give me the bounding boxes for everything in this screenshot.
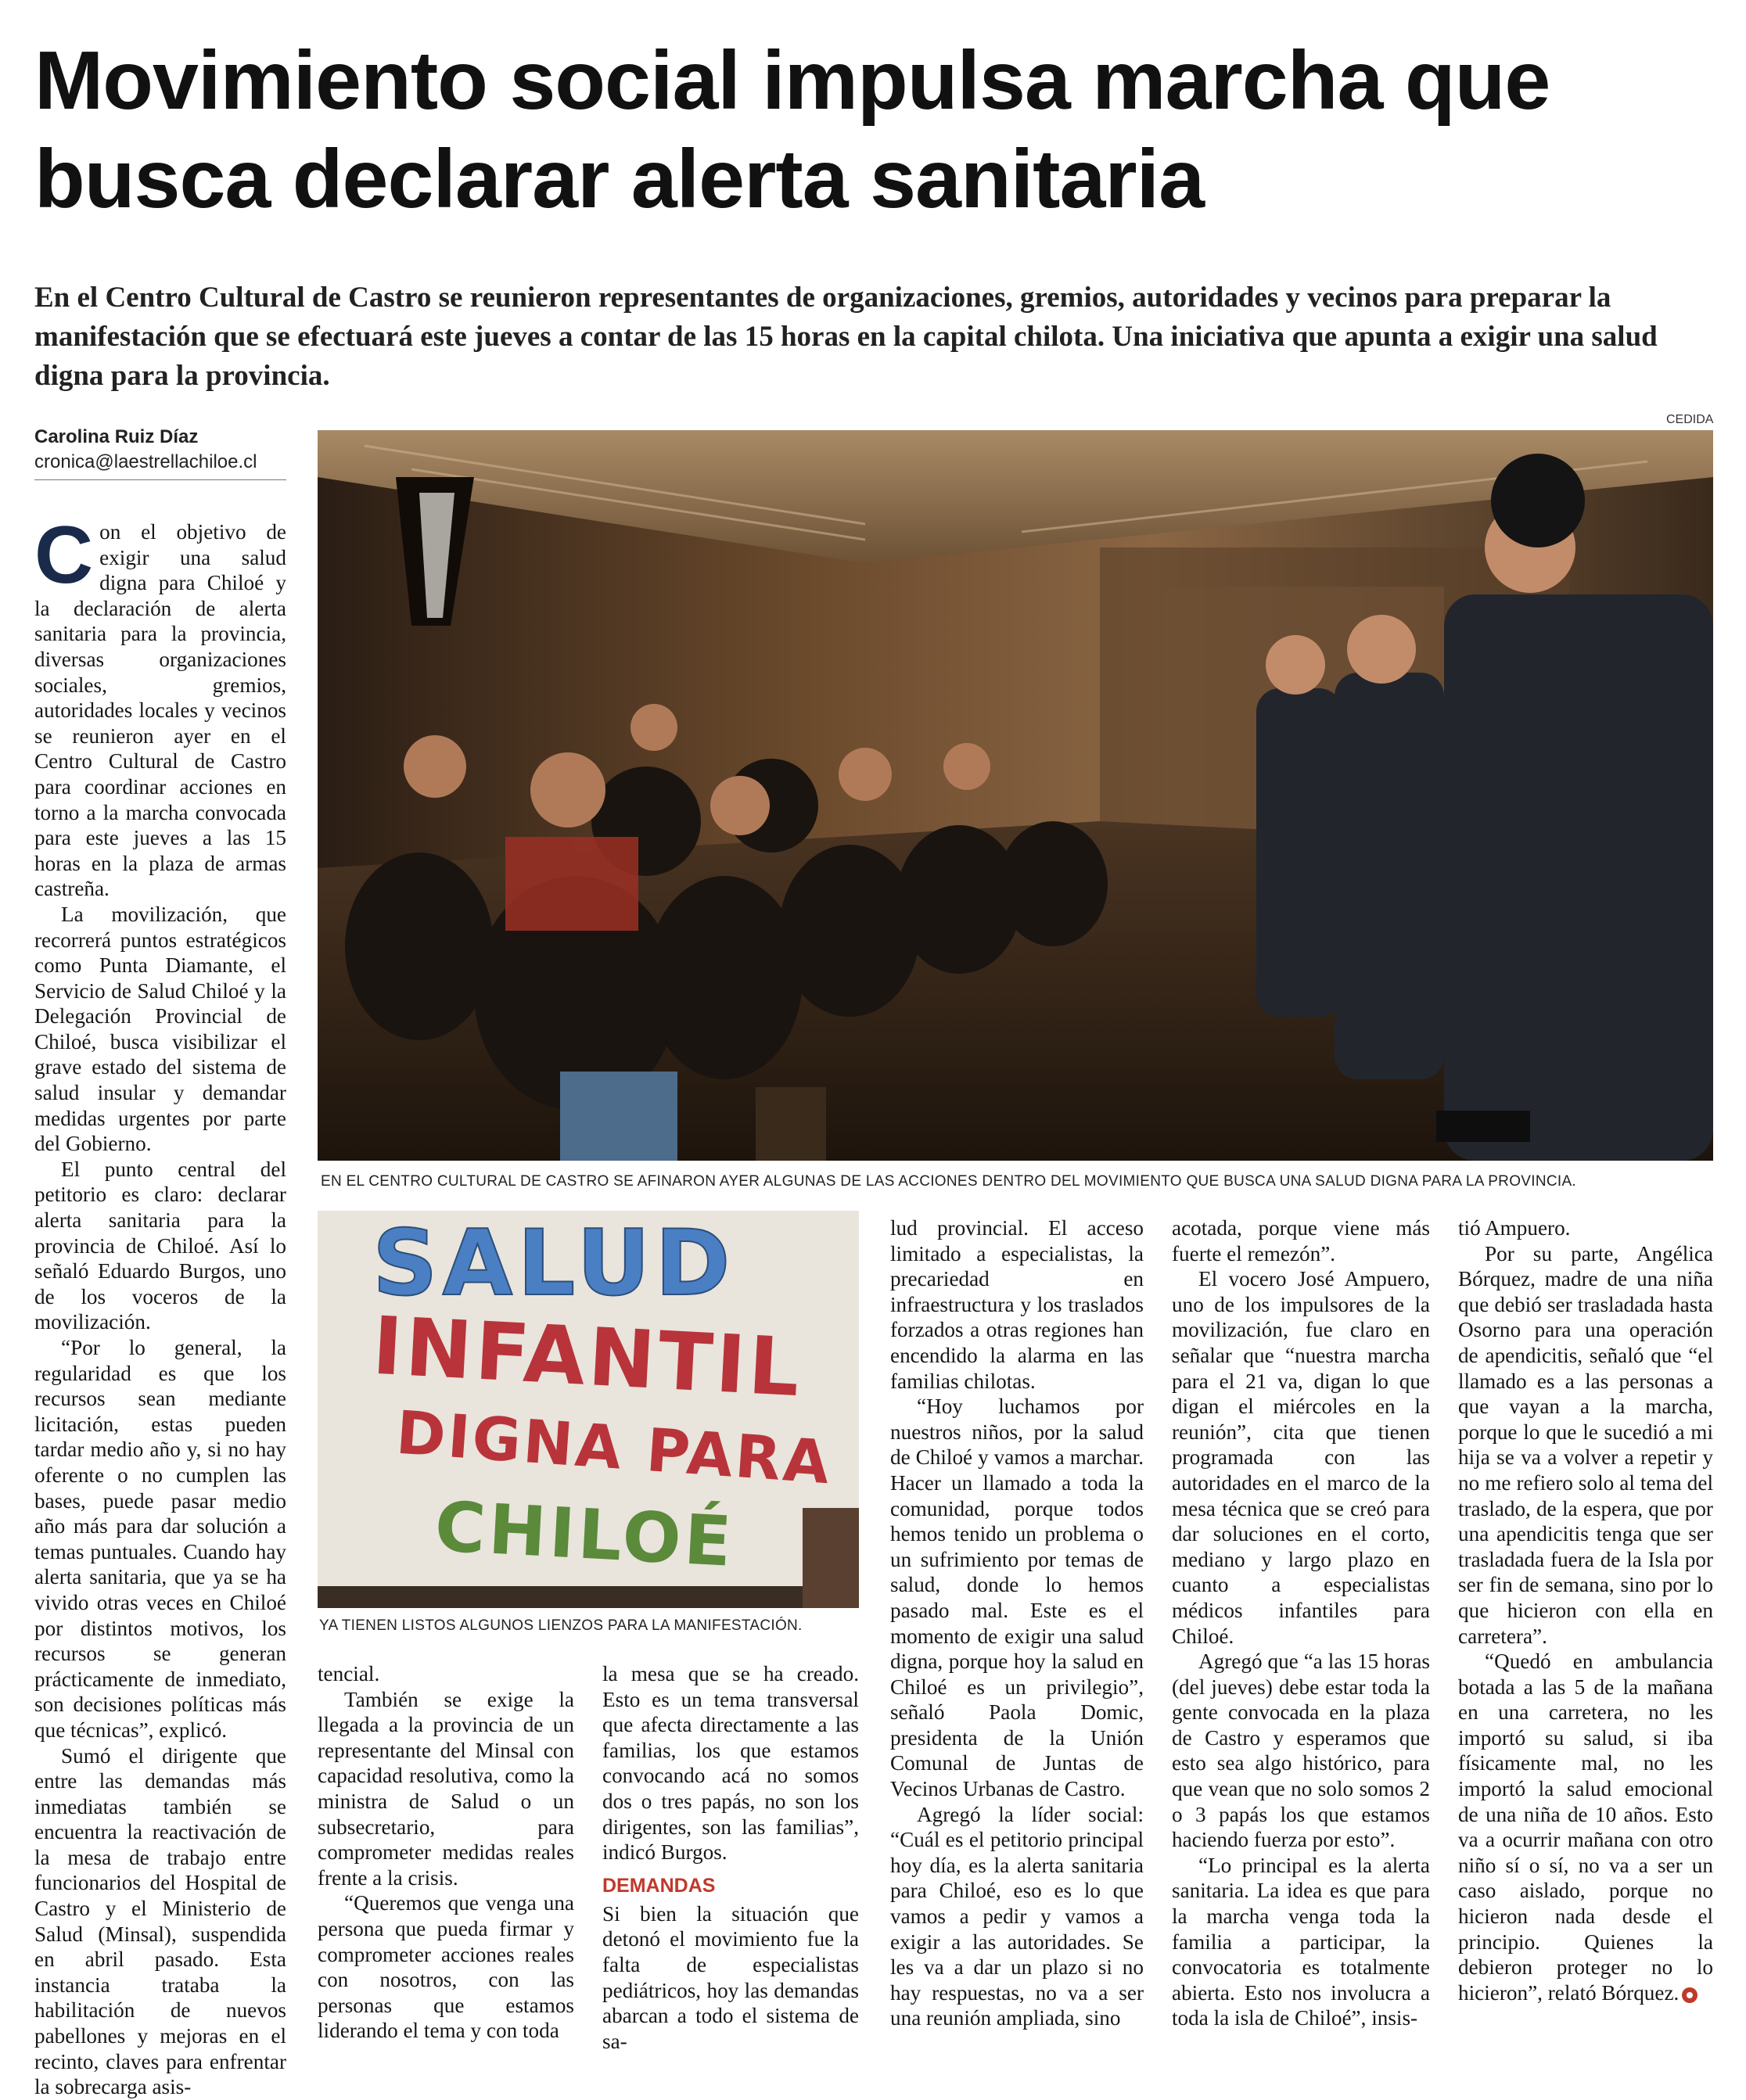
paragraph: Si bien la situación que detonó el movimiento fue la falta de especialistas pediátricos, hoy las demandas abarcan a todo el sistema de sa- bbox=[602, 1901, 859, 2053]
banner-photo-caption: YA TIENEN LISTOS ALGUNOS LIENZOS PARA LA MANIFESTACIÓN. bbox=[319, 1617, 803, 1634]
photo-credit: CEDIDA bbox=[1666, 413, 1714, 426]
paragraph: “Lo principal es la alerta sanitaria. La idea es que para la marcha venga toda la familia a participar, la convocatoria es totalmente abierta. Esto nos involucra a toda la isla de Chiloé”, insis- bbox=[1172, 1853, 1430, 2030]
main-photo bbox=[318, 430, 1713, 1161]
paragraph: Por su parte, Angélica Bórquez, madre de una niña que debió ser trasladada hasta Osorno para una operación de apendicitis, señaló que “el llamado es a las personas a que vayan a la marcha, porque lo que le sucedió a mi hija se va a volver a repetir y no me refiero solo al tema del traslado, de la espera, que por una apendicitis tenga que ser trasladada fuera de la Isla por ser fin de semana, sino por lo que hicieron con ella en carretera”. bbox=[1458, 1241, 1713, 1648]
banner-line-4: CHILOÉ bbox=[433, 1486, 737, 1582]
paragraph: la mesa que se ha creado. Esto es un tema transversal que afecta directamente a las familias, los que estamos convocando acá no somos dos o tres papás, no son los dirigentes, son las familias”, indicó Burgos. bbox=[602, 1662, 859, 1865]
byline bbox=[34, 425, 286, 480]
lead-paragraph: En el Centro Cultural de Castro se reunieron representantes de organizaciones, gremios, autoridades y vecinos para preparar la manifestación que se efectuará este jueves a contar de las 15 horas en la capital chilota. Una iniciativa que apunta a exigir una salud digna para la provincia. bbox=[34, 282, 1658, 392]
paragraph: “Quedó en ambulancia botada a las 5 de la mañana en una carretera, no les importó su salud, si iba físicamente mal, no les importó la salud emocional de una niña de 10 años. Esto va a ocurrir mañana con otro niño sí o sí, no va a ser un caso aislado, porque no hicieron nada desde el principio. Quienes la debieron proteger no lo hicieron”, relató Bórquez. bbox=[1458, 1649, 1713, 2005]
auditorium-illustration bbox=[318, 430, 1713, 1161]
column-5 bbox=[1172, 1215, 1430, 2031]
column-4 bbox=[890, 1215, 1144, 2031]
headline: Movimiento social impulsa marcha que busca declarar alerta sanitaria bbox=[34, 34, 1550, 225]
column-3 bbox=[602, 1661, 859, 2054]
paragraph: acotada, porque viene más fuerte el remezón”. bbox=[1172, 1216, 1430, 1265]
column-1 bbox=[34, 510, 286, 2100]
paragraph: “Queremos que venga una persona que pueda firmar y comprometer acciones reales con nosotros, con las personas que estamos liderando el tema y con toda bbox=[318, 1891, 574, 2043]
paragraph: “Por lo general, la regularidad es que los recursos sean mediante licitación, estas pueden tardar medio año y, si no hay oferente o no cumplen las bases, puede pasar medio año más para dar solución a temas puntuales. Cuando hay alerta sanitaria, que ya se ha vivido otras veces en Chiloé por distintos motivos, los recursos se generan prácticamente de inmediato, son decisiones políticas más que técnicas”, explicó. bbox=[34, 1336, 286, 1742]
paragraph: lud provincial. El acceso limitado a especialistas, la precariedad en infraestructura y los traslados forzados a otras regiones han encendido la alarma en las familias chilotas. bbox=[890, 1216, 1144, 1393]
paragraph: También se exige la llegada a la provincia de un representante del Minsal con capacidad resolutiva, como la ministra de Salud o un subsecretario, para comprometer medidas reales frente a la crisis. bbox=[318, 1687, 574, 1890]
author-name: Carolina Ruiz Díaz bbox=[34, 426, 199, 447]
end-of-article-icon bbox=[1682, 1987, 1698, 2003]
paragraph: tió Ampuero. bbox=[1458, 1216, 1571, 1240]
author-email: cronica@laestrellachiloe.cl bbox=[34, 450, 286, 480]
paragraph: La movilización, que recorrerá puntos estratégicos como Punta Diamante, el Servicio de Salud Chiloé y la Delegación Provincial de Chiloé, busca visibilizar el grave estado del sistema de salud insular y demandar medidas urgentes por parte del Gobierno. bbox=[34, 902, 286, 1156]
paragraph: “Hoy luchamos por nuestros niños, por la salud de Chiloé y vamos a marchar. Hacer un llamado a toda la comunidad, porque todos hemos tenido un problema o un sufrimiento por temas de salud, donde lo hemos pasado mal. Este es el momento de exigir una salud digna, porque hoy la salud en Chiloé es un privilegio”, señaló Paola Domic, presidenta de la Unión Comunal de Juntas de Vecinos Urbanas de Castro. bbox=[890, 1395, 1144, 1801]
paragraph: Agregó que “a las 15 horas (del jueves) debe estar toda la gente convocada en la plaza de Castro y esperamos que esto sea algo histórico, para que vean que no solo somos 2 o 3 papás los que estamos haciendo fuerza por esto”. bbox=[1172, 1649, 1430, 1852]
main-photo-caption: EN EL CENTRO CULTURAL DE CASTRO SE AFINARON AYER ALGUNAS DE LAS ACCIONES DENTRO DEL MOVIMIENTO QUE BUSCA UNA SALUD DIGNA PARA LA PROVINCIA. bbox=[321, 1173, 1576, 1190]
drop-cap: C bbox=[34, 510, 94, 601]
banner-line-2: INFANTIL bbox=[370, 1299, 805, 1416]
paragraph: Con el objetivo de exigir una salud digna para Chiloé y la declaración de alerta sanitaria para la provincia, diversas organizaciones sociales, gremios, autoridades locales y vecinos se reunieron ayer en el Centro Cultural de Castro para coordinar acciones en torno a la marcha convocada para este jueves a las 15 horas en la plaza de armas castreña. bbox=[34, 510, 286, 901]
banner-photo bbox=[318, 1211, 859, 1608]
banner-line-3: DIGNA PARA bbox=[393, 1397, 834, 1498]
paragraph: Sumó el dirigente que entre las demandas más inmediatas también se encuentra la reactivación de la mesa de trabajo entre funcionarios del Hospital de Castro y el Ministerio de Salud (Minsal), suspendida en abril pasado. Esta instancia trataba la habilitación de nuevos pabellones y mejoras en el recinto, claves para enfrentar la sobrecarga asis- bbox=[34, 1743, 286, 2099]
paragraph: tencial. bbox=[318, 1662, 380, 1685]
paragraph: El vocero José Ampuero, uno de los impulsores de la movilización, fue claro en señalar que “nuestra marcha para el 21 va, digan lo que digan el miércoles en la reunión”, cita que tienen programada con las autoridades en el marco de la mesa técnica que se creó para dar soluciones en el corto, mediano y largo plazo en cuanto a especialistas médicos infantiles para Chiloé. bbox=[1172, 1267, 1430, 1648]
banner-line-1: SALUD bbox=[372, 1211, 735, 1316]
column-6 bbox=[1458, 1215, 1713, 2005]
subheading-demandas: DEMANDAS bbox=[602, 1874, 716, 1897]
column-2 bbox=[318, 1661, 574, 2044]
paragraph: El punto central del petitorio es claro: declarar alerta sanitaria para la provincia de Chiloé. Así lo señaló Eduardo Burgos, uno de los voceros de la movilización. bbox=[34, 1157, 286, 1334]
paragraph: Agregó la líder social: “Cuál es el petitorio principal hoy día, es la alerta sanitaria para Chiloé, eso es lo que vamos a pedir y vamos a exigir a las autoridades. Se les va a dar un plazo si no hay respuestas, no va a ser una reunión ampliada, sino bbox=[890, 1802, 1144, 2030]
